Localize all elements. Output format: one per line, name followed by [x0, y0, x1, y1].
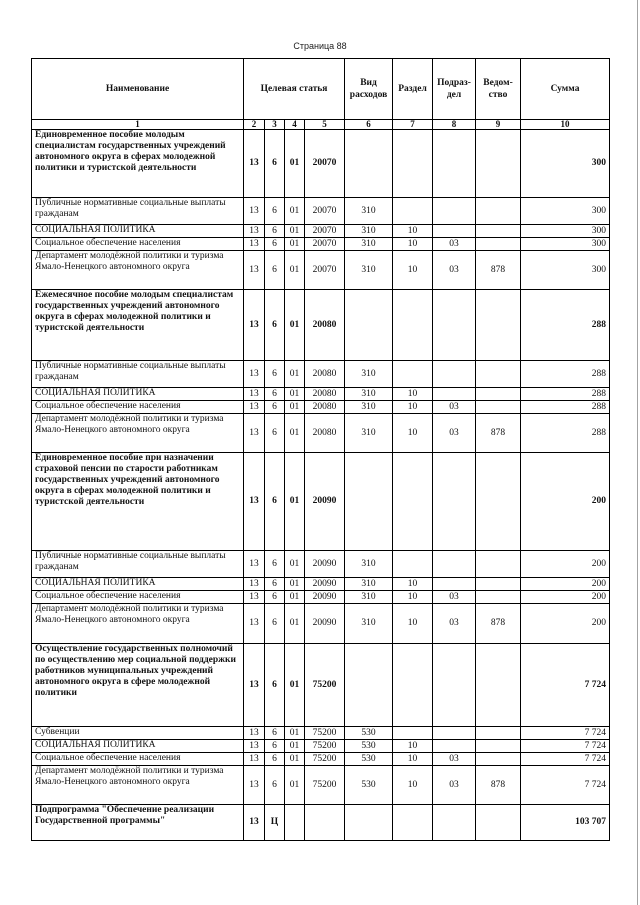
sum-cell: 200 — [521, 604, 610, 644]
subsection-cell: 03 — [433, 238, 476, 251]
target-code-program: 13 — [244, 604, 265, 644]
table-row — [32, 388, 610, 401]
department-cell — [476, 805, 521, 841]
table-row — [32, 238, 610, 251]
target-code-event: 01 — [285, 225, 305, 238]
target-code-event: 01 — [285, 198, 305, 225]
target-code-direction: 20080 — [305, 290, 345, 361]
target-code-subprogram: 6 — [265, 644, 285, 727]
target-code-direction: 20070 — [305, 238, 345, 251]
target-code-program: 13 — [244, 401, 265, 414]
sum-cell: 7 724 — [521, 727, 610, 740]
target-code-direction: 20090 — [305, 551, 345, 578]
target-code-program: 13 — [244, 238, 265, 251]
target-code-program: 13 — [244, 290, 265, 361]
sum-cell: 7 724 — [521, 644, 610, 727]
row-name: Департамент молодёжной политики и туризма Ямало-Ненецкого автономного округа — [32, 414, 244, 453]
sum-cell: 300 — [521, 198, 610, 225]
department-cell — [476, 361, 521, 388]
row-name: Единовременное пособие при назначении страховой пенсии по старости работникам государственных учреждений автономного округа в сферах молодежной политики и туристской деятельности — [32, 453, 244, 551]
header-name: Наименование — [32, 59, 244, 120]
target-code-program: 13 — [244, 453, 265, 551]
target-code-direction: 20080 — [305, 401, 345, 414]
target-code-program: 13 — [244, 727, 265, 740]
section-cell — [393, 727, 433, 740]
sum-cell: 103 707 — [521, 805, 610, 841]
sum-cell: 200 — [521, 578, 610, 591]
target-code-subprogram: 6 — [265, 290, 285, 361]
department-cell — [476, 453, 521, 551]
target-code-program: 13 — [244, 753, 265, 766]
subsection-cell: 03 — [433, 591, 476, 604]
header-department: Ведом-ство — [476, 59, 521, 120]
target-code-subprogram: 6 — [265, 198, 285, 225]
subsection-cell: 03 — [433, 251, 476, 290]
target-code-direction: 75200 — [305, 753, 345, 766]
section-cell: 10 — [393, 591, 433, 604]
section-cell: 10 — [393, 388, 433, 401]
table-row — [32, 453, 610, 551]
target-code-event: 01 — [285, 388, 305, 401]
target-code-program: 13 — [244, 805, 265, 841]
subsection-cell — [433, 551, 476, 578]
department-cell: 878 — [476, 251, 521, 290]
row-name: Публичные нормативные социальные выплаты гражданам — [32, 551, 244, 578]
section-cell: 10 — [393, 753, 433, 766]
expense-type-cell: 310 — [345, 551, 393, 578]
department-cell — [476, 198, 521, 225]
sum-cell: 288 — [521, 401, 610, 414]
section-cell: 10 — [393, 251, 433, 290]
department-cell: 878 — [476, 604, 521, 644]
sum-cell: 288 — [521, 414, 610, 453]
target-code-event: 01 — [285, 401, 305, 414]
expense-type-cell: 530 — [345, 727, 393, 740]
section-cell — [393, 130, 433, 198]
department-cell — [476, 238, 521, 251]
column-number: 8 — [433, 120, 476, 130]
row-name: Единовременное пособие молодым специалистам государственных учреждений автономного округа в сферах молодежной политики и туристской деятельности — [32, 130, 244, 198]
target-code-event: 01 — [285, 130, 305, 198]
department-cell — [476, 401, 521, 414]
subsection-cell: 03 — [433, 753, 476, 766]
expense-type-cell: 310 — [345, 591, 393, 604]
target-code-subprogram: 6 — [265, 414, 285, 453]
target-code-program: 13 — [244, 198, 265, 225]
expense-type-cell: 310 — [345, 578, 393, 591]
section-cell — [393, 361, 433, 388]
row-name: СОЦИАЛЬНАЯ ПОЛИТИКА — [32, 740, 244, 753]
header-row — [32, 59, 610, 120]
target-code-direction: 75200 — [305, 766, 345, 805]
target-code-program: 13 — [244, 591, 265, 604]
expense-type-cell — [345, 290, 393, 361]
target-code-program: 13 — [244, 740, 265, 753]
table-row — [32, 753, 610, 766]
target-code-event: 01 — [285, 591, 305, 604]
sum-cell: 200 — [521, 453, 610, 551]
target-code-event: 01 — [285, 251, 305, 290]
sum-cell: 288 — [521, 388, 610, 401]
target-code-direction: 20080 — [305, 414, 345, 453]
table-row — [32, 414, 610, 453]
column-number: 7 — [393, 120, 433, 130]
department-cell — [476, 644, 521, 727]
table-row — [32, 198, 610, 225]
target-code-program: 13 — [244, 225, 265, 238]
column-number: 4 — [285, 120, 305, 130]
sum-cell: 200 — [521, 551, 610, 578]
target-code-event: 01 — [285, 453, 305, 551]
budget-table — [31, 58, 610, 841]
target-code-event: 01 — [285, 766, 305, 805]
section-cell: 10 — [393, 401, 433, 414]
target-code-direction: 20070 — [305, 225, 345, 238]
target-code-direction: 20090 — [305, 604, 345, 644]
scan-edge-line — [637, 0, 638, 905]
expense-type-cell — [345, 805, 393, 841]
target-code-subprogram: 6 — [265, 453, 285, 551]
subsection-cell — [433, 727, 476, 740]
department-cell: 878 — [476, 766, 521, 805]
expense-type-cell: 310 — [345, 361, 393, 388]
department-cell — [476, 388, 521, 401]
section-cell: 10 — [393, 225, 433, 238]
section-cell — [393, 198, 433, 225]
row-name: Департамент молодёжной политики и туризма Ямало-Ненецкого автономного округа — [32, 604, 244, 644]
department-cell — [476, 225, 521, 238]
expense-type-cell: 530 — [345, 766, 393, 805]
row-name: Осуществление государственных полномочий по осуществлению мер социальной поддержки работников муниципальных учреждений автономного округа в сфере молодежной политики — [32, 644, 244, 727]
target-code-subprogram: Ц — [265, 805, 285, 841]
department-cell — [476, 290, 521, 361]
header-sum: Сумма — [521, 59, 610, 120]
target-code-direction: 20070 — [305, 251, 345, 290]
column-number: 10 — [521, 120, 610, 130]
target-code-subprogram: 6 — [265, 766, 285, 805]
subsection-cell: 03 — [433, 766, 476, 805]
sum-cell: 7 724 — [521, 740, 610, 753]
row-name: Ежемесячное пособие молодым специалистам государственных учреждений автономного округа в сферах молодежной политики и туристской деятельности — [32, 290, 244, 361]
target-code-direction: 20080 — [305, 388, 345, 401]
section-cell: 10 — [393, 604, 433, 644]
table-row — [32, 644, 610, 727]
expense-type-cell: 310 — [345, 388, 393, 401]
sum-cell: 300 — [521, 225, 610, 238]
table-row — [32, 766, 610, 805]
sum-cell: 300 — [521, 238, 610, 251]
target-code-direction: 20090 — [305, 453, 345, 551]
sum-cell: 7 724 — [521, 753, 610, 766]
row-name: Социальное обеспечение населения — [32, 238, 244, 251]
page-title: Страница 88 — [293, 41, 347, 51]
section-cell — [393, 290, 433, 361]
column-number: 1 — [32, 120, 244, 130]
target-code-subprogram: 6 — [265, 251, 285, 290]
target-code-event: 01 — [285, 361, 305, 388]
target-code-event: 01 — [285, 644, 305, 727]
target-code-subprogram: 6 — [265, 753, 285, 766]
expense-type-cell: 310 — [345, 604, 393, 644]
column-number: 6 — [345, 120, 393, 130]
row-name: Социальное обеспечение населения — [32, 401, 244, 414]
row-name: Публичные нормативные социальные выплаты гражданам — [32, 198, 244, 225]
department-cell: 878 — [476, 414, 521, 453]
expense-type-cell — [345, 130, 393, 198]
target-code-subprogram: 6 — [265, 225, 285, 238]
section-cell: 10 — [393, 238, 433, 251]
target-code-event — [285, 805, 305, 841]
target-code-direction: 20090 — [305, 578, 345, 591]
subsection-cell — [433, 644, 476, 727]
subsection-cell — [433, 198, 476, 225]
department-cell — [476, 753, 521, 766]
expense-type-cell: 310 — [345, 238, 393, 251]
section-cell — [393, 805, 433, 841]
target-code-event: 01 — [285, 604, 305, 644]
subsection-cell — [433, 290, 476, 361]
target-code-program: 13 — [244, 130, 265, 198]
target-code-program: 13 — [244, 388, 265, 401]
row-name: СОЦИАЛЬНАЯ ПОЛИТИКА — [32, 578, 244, 591]
row-name: СОЦИАЛЬНАЯ ПОЛИТИКА — [32, 225, 244, 238]
expense-type-cell: 310 — [345, 198, 393, 225]
target-code-direction — [305, 805, 345, 841]
department-cell — [476, 591, 521, 604]
expense-type-cell — [345, 453, 393, 551]
subsection-cell: 03 — [433, 401, 476, 414]
column-number-row — [32, 120, 610, 130]
header-target-article: Целевая статья — [244, 59, 345, 120]
table-row — [32, 578, 610, 591]
target-code-subprogram: 6 — [265, 238, 285, 251]
column-number: 5 — [305, 120, 345, 130]
row-name: Социальное обеспечение населения — [32, 753, 244, 766]
target-code-direction: 20080 — [305, 361, 345, 388]
table-row — [32, 225, 610, 238]
target-code-program: 13 — [244, 644, 265, 727]
row-name: СОЦИАЛЬНАЯ ПОЛИТИКА — [32, 388, 244, 401]
target-code-event: 01 — [285, 578, 305, 591]
target-code-event: 01 — [285, 414, 305, 453]
section-cell: 10 — [393, 740, 433, 753]
target-code-direction: 75200 — [305, 644, 345, 727]
sum-cell: 300 — [521, 251, 610, 290]
department-cell — [476, 727, 521, 740]
section-cell — [393, 551, 433, 578]
expense-type-cell: 530 — [345, 740, 393, 753]
target-code-program: 13 — [244, 251, 265, 290]
target-code-program: 13 — [244, 361, 265, 388]
target-code-program: 13 — [244, 766, 265, 805]
subsection-cell — [433, 805, 476, 841]
table-row — [32, 251, 610, 290]
target-code-direction: 75200 — [305, 727, 345, 740]
target-code-program: 13 — [244, 551, 265, 578]
header-expense-type: Вид расходов — [345, 59, 393, 120]
table-row — [32, 401, 610, 414]
department-cell — [476, 130, 521, 198]
subsection-cell: 03 — [433, 604, 476, 644]
sum-cell: 288 — [521, 361, 610, 388]
target-code-event: 01 — [285, 290, 305, 361]
target-code-program: 13 — [244, 578, 265, 591]
target-code-event: 01 — [285, 727, 305, 740]
table-row — [32, 727, 610, 740]
target-code-direction: 75200 — [305, 740, 345, 753]
department-cell — [476, 578, 521, 591]
column-number: 9 — [476, 120, 521, 130]
target-code-subprogram: 6 — [265, 551, 285, 578]
target-code-subprogram: 6 — [265, 727, 285, 740]
table-row — [32, 361, 610, 388]
section-cell: 10 — [393, 414, 433, 453]
target-code-event: 01 — [285, 551, 305, 578]
row-name: Департамент молодёжной политики и туризма Ямало-Ненецкого автономного округа — [32, 251, 244, 290]
target-code-event: 01 — [285, 753, 305, 766]
table-row — [32, 290, 610, 361]
expense-type-cell: 310 — [345, 401, 393, 414]
department-cell — [476, 551, 521, 578]
sum-cell: 288 — [521, 290, 610, 361]
subsection-cell — [433, 740, 476, 753]
target-code-program: 13 — [244, 414, 265, 453]
target-code-direction: 20090 — [305, 591, 345, 604]
subsection-cell — [433, 578, 476, 591]
section-cell — [393, 644, 433, 727]
table-row — [32, 130, 610, 198]
column-number: 2 — [244, 120, 265, 130]
row-name: Подпрограмма "Обеспечение реализации Государственной программы" — [32, 805, 244, 841]
target-code-event: 01 — [285, 740, 305, 753]
table-body — [32, 130, 610, 841]
section-cell — [393, 453, 433, 551]
subsection-cell: 03 — [433, 414, 476, 453]
target-code-subprogram: 6 — [265, 401, 285, 414]
header-subsection: Подраз-дел — [433, 59, 476, 120]
subsection-cell — [433, 361, 476, 388]
section-cell: 10 — [393, 766, 433, 805]
subsection-cell — [433, 225, 476, 238]
target-code-subprogram: 6 — [265, 388, 285, 401]
subsection-cell — [433, 130, 476, 198]
department-cell — [476, 740, 521, 753]
target-code-subprogram: 6 — [265, 361, 285, 388]
target-code-subprogram: 6 — [265, 740, 285, 753]
expense-type-cell: 310 — [345, 414, 393, 453]
target-code-subprogram: 6 — [265, 604, 285, 644]
table-row — [32, 604, 610, 644]
section-cell: 10 — [393, 578, 433, 591]
target-code-subprogram: 6 — [265, 578, 285, 591]
column-number: 3 — [265, 120, 285, 130]
row-name: Субвенции — [32, 727, 244, 740]
table-row — [32, 591, 610, 604]
subsection-cell — [433, 388, 476, 401]
expense-type-cell: 530 — [345, 753, 393, 766]
sum-cell: 200 — [521, 591, 610, 604]
row-name: Публичные нормативные социальные выплаты гражданам — [32, 361, 244, 388]
target-code-direction: 20070 — [305, 198, 345, 225]
expense-type-cell: 310 — [345, 225, 393, 238]
table-row — [32, 740, 610, 753]
table-row — [32, 805, 610, 841]
row-name: Департамент молодёжной политики и туризма Ямало-Ненецкого автономного округа — [32, 766, 244, 805]
table-row — [32, 551, 610, 578]
target-code-subprogram: 6 — [265, 591, 285, 604]
expense-type-cell: 310 — [345, 251, 393, 290]
row-name: Социальное обеспечение населения — [32, 591, 244, 604]
target-code-direction: 20070 — [305, 130, 345, 198]
sum-cell: 300 — [521, 130, 610, 198]
subsection-cell — [433, 453, 476, 551]
target-code-event: 01 — [285, 238, 305, 251]
sum-cell: 7 724 — [521, 766, 610, 805]
header-section: Раздел — [393, 59, 433, 120]
target-code-subprogram: 6 — [265, 130, 285, 198]
expense-type-cell — [345, 644, 393, 727]
